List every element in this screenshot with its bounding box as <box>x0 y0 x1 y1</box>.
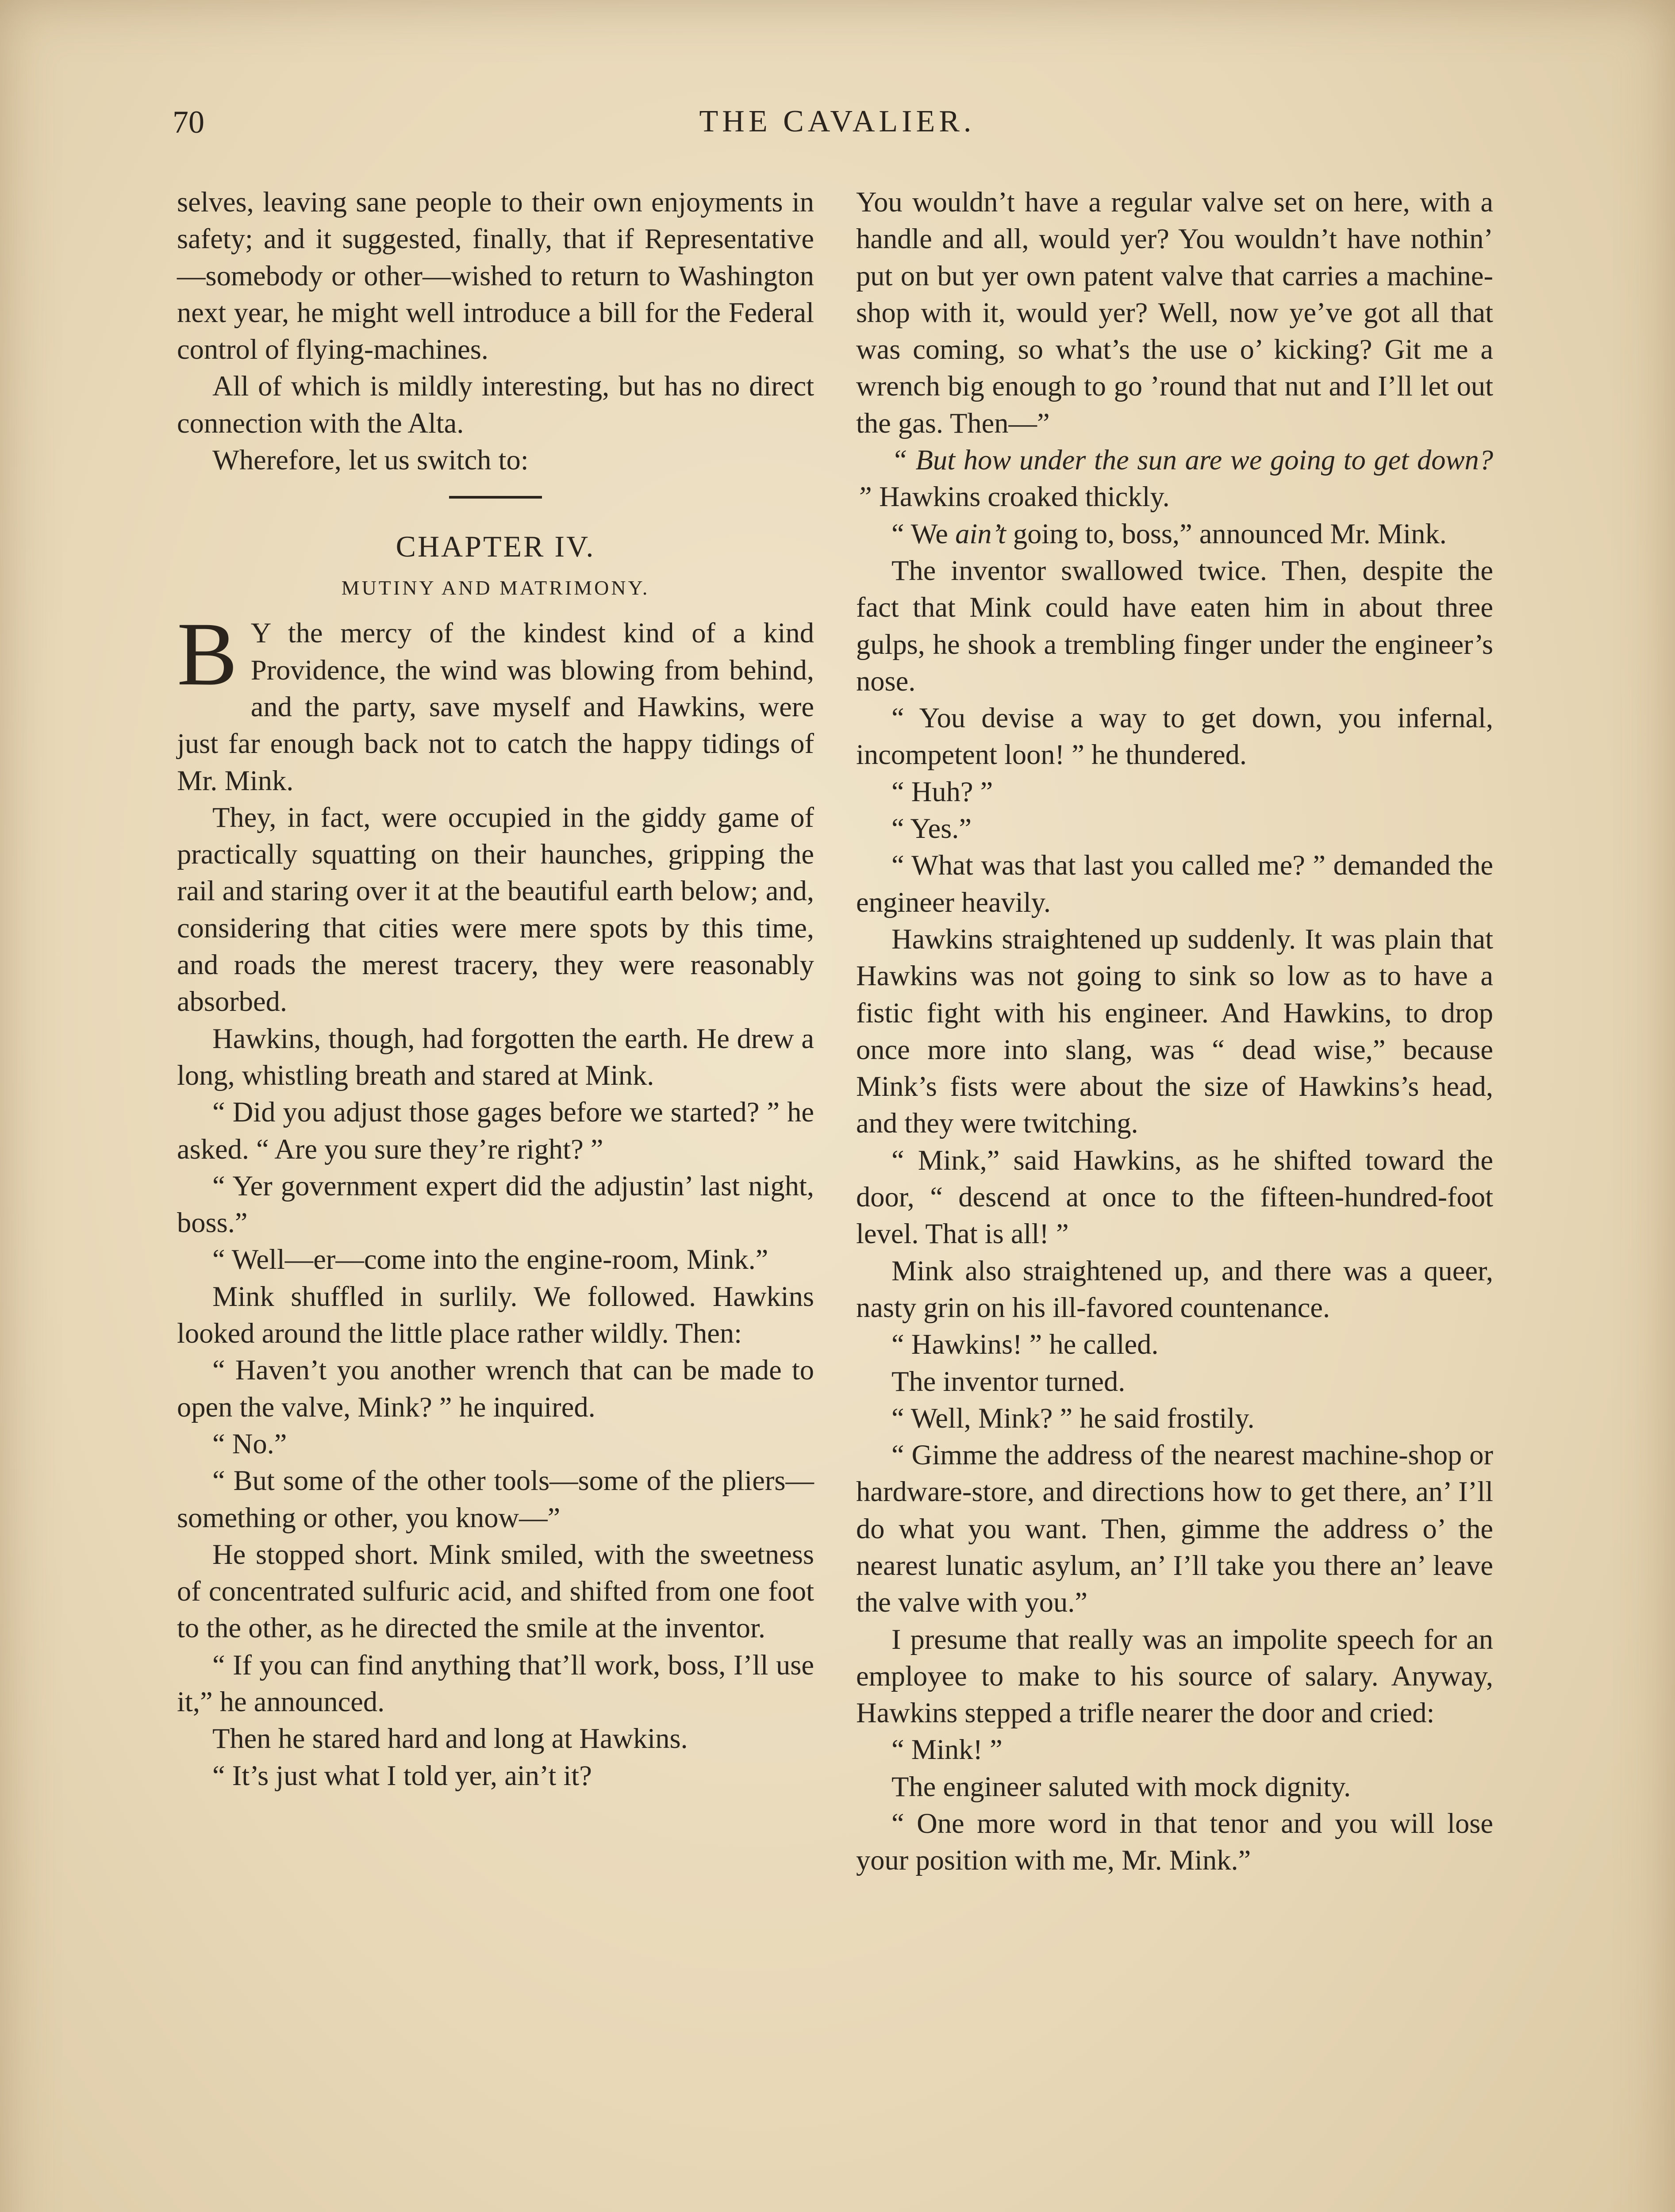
paragraph: He stopped short. Mink smiled, with the sweetness of concentrated sulfuric acid, and shifted from one foot to the other, as he directed the smile at the inventor. <box>177 1538 814 1644</box>
paragraph: “ Hawkins! ” he called. <box>891 1329 1159 1360</box>
paragraph: “ Gimme the address of the nearest machine-shop or hardware-store, and directions how to get there, an’ I’ll do what you want. Then, gimme the address o’ the nearest lunatic asylum, an’ I’ll take you there an’ leave the valve with you.” <box>856 1439 1493 1618</box>
paragraph: Hawkins straightened up suddenly. It was plain that Hawkins was not going to sink so low as to have a fistic fight with his engineer. And Hawkins, to drop once more into slang, was “ dead wise,” because Mink’s fists were about the size of Hawkins’s head, and they were twitching. <box>856 923 1493 1139</box>
paragraph: All of which is mildly interesting, but has no direct connection with the Alta. <box>177 370 814 439</box>
right-column <box>856 184 1493 1879</box>
paragraph: “ Yes.” <box>891 813 972 845</box>
paragraph: You wouldn’t have a regular valve set on here, with a handle and all, would yer? You wouldn’t have nothin’ put on but yer own patent valve that carries a machine-shop with it, would yer? Well, now ye’ve got all that was coming, so what’s the use o’ kicking? Git me a wrench big enough to go ’round that nut and I’ll let out the gas. Then—” <box>856 186 1493 439</box>
paragraph: They, in fact, were occupied in the giddy game of practically squatting on their haunches, gripping the rail and staring over it at the beautiful earth below; and, considering that cities were mere spots by this time, and roads the merest tracery, they were reasonably absorbed. <box>177 801 814 1018</box>
paragraph <box>856 442 1493 515</box>
paragraph: The engineer saluted with mock dignity. <box>891 1770 1351 1802</box>
running-head: THE CAVALIER. <box>699 104 976 138</box>
paragraph: “ But some of the other tools—some of the pliers—something or other, you know—” <box>177 1465 814 1533</box>
paragraph: Y the mercy of the kindest kind of a kind Providence, the wind was blowing from behind, and the party, save myself and Hawkins, were just far enough back not to catch the happy tidings of Mr. Mink. <box>177 617 814 796</box>
paragraph: “ It’s just what I told yer, ain’t it? <box>212 1759 592 1791</box>
paragraph: “ Did you adjust those gages before we started? ” he asked. “ Are you sure they’re right? ” <box>177 1096 814 1165</box>
page-number: 70 <box>173 104 204 140</box>
paragraph: Hawkins, though, had forgotten the earth. He drew a long, whistling breath and stared at Mink. <box>177 1022 814 1091</box>
paragraph: “ Yer government expert did the adjustin’ last night, boss.” <box>177 1170 814 1239</box>
text: “ We <box>891 518 956 549</box>
paragraph: The inventor turned. <box>891 1365 1126 1397</box>
paragraph: Mink shuffled in surlily. We followed. Hawkins looked around the little place rather wildly. Then: <box>177 1280 814 1349</box>
left-column <box>177 184 814 1794</box>
paragraph: I presume that really was an impolite speech for an employee to make to his source of salary. Anyway, Hawkins stepped a trifle nearer the door and cried: <box>856 1623 1493 1729</box>
chapter-opening <box>177 604 814 799</box>
paragraph: “ Huh? ” <box>891 776 993 807</box>
paragraph: “ Well—er—come into the engine-room, Mink.” <box>212 1244 768 1275</box>
text: Hawkins croaked thickly. <box>872 481 1170 513</box>
paragraph: Mink also straightened up, and there was a queer, nasty grin on his ill-favored countenance. <box>856 1255 1493 1323</box>
text: going to, boss,” announced Mr. Mink. <box>1006 518 1447 549</box>
paragraph: “ Mink! ” <box>891 1734 1003 1766</box>
paragraph <box>856 515 1493 552</box>
paragraph: “ Well, Mink? ” he said frostily. <box>891 1402 1255 1434</box>
drop-cap: B <box>177 604 238 705</box>
paragraph: Then he stared hard and long at Hawkins. <box>212 1723 688 1755</box>
italic-text: ain’t <box>955 518 1006 549</box>
chapter-subtitle: MUTINY AND MATRIMONY. <box>341 576 650 599</box>
page-header <box>173 104 1502 153</box>
paragraph: selves, leaving sane people to their own enjoyments in safety; and it suggested, finally, that if Representative—somebody or other—wished to return to Washington next year, he might well introduce a bill for the Federal control of flying-machines. <box>177 186 814 365</box>
paragraph: The inventor swallowed twice. Then, despite the fact that Mink could have eaten him in about three gulps, he shook a trembling finger under the engineer’s nose. <box>856 554 1493 697</box>
italic-text: “ But how under the sun are we going to get down? ” <box>856 444 1493 513</box>
chapter-title: CHAPTER IV. <box>396 530 595 564</box>
paragraph: “ One more word in that tenor and you will lose your position with me, Mr. Mink.” <box>856 1808 1493 1876</box>
paragraph: Wherefore, let us switch to: <box>212 444 529 476</box>
paragraph: “ If you can find anything that’ll work, boss, I’ll use it,” he announced. <box>177 1649 814 1717</box>
paragraph: “ Mink,” said Hawkins, as he shifted toward the door, “ descend at once to the fifteen-hundred-foot level. That is all! ” <box>856 1144 1493 1250</box>
paragraph: “ What was that last you called me? ” demanded the engineer heavily. <box>856 849 1493 918</box>
paragraph: “ No.” <box>212 1428 287 1459</box>
paragraph: “ Haven’t you another wrench that can be made to open the valve, Mink? ” he inquired. <box>177 1354 814 1423</box>
section-divider <box>449 496 542 499</box>
paragraph: “ You devise a way to get down, you infernal, incompetent loon! ” he thundered. <box>856 702 1493 771</box>
